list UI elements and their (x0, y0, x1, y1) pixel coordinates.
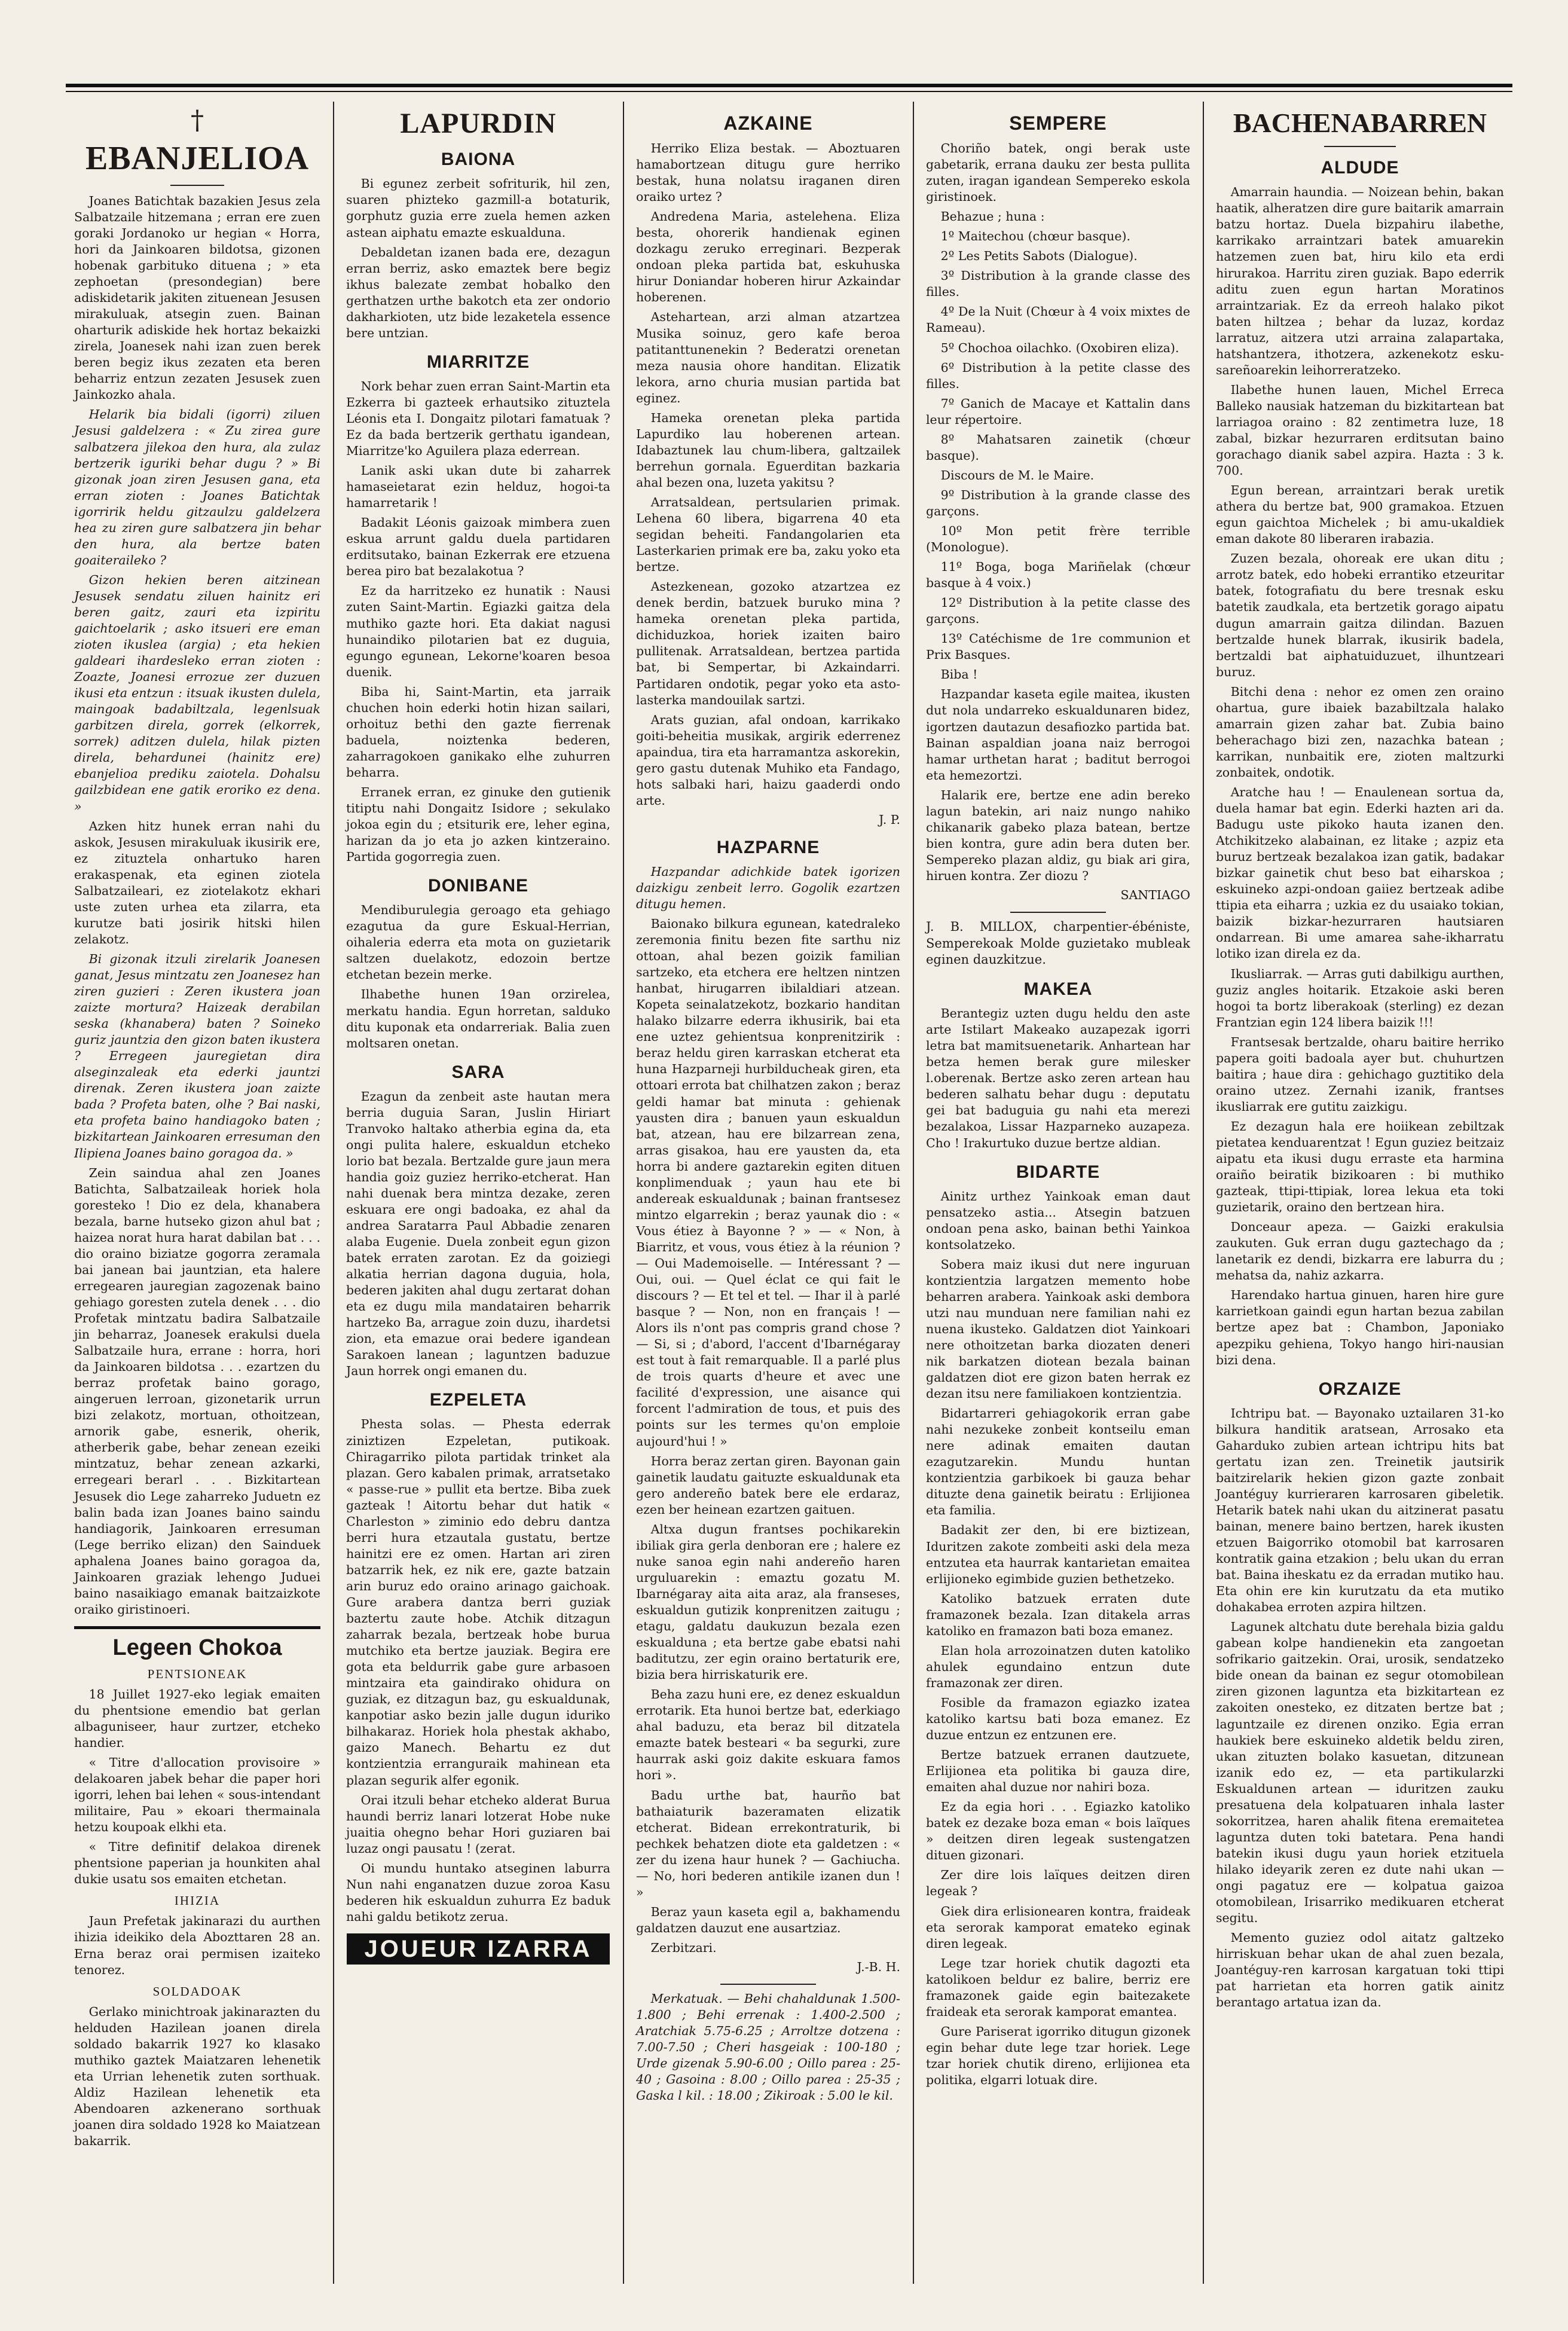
paragraph: Zer dire lois laïques deitzen diren legeak ? (926, 1868, 1190, 1899)
paragraph: Hazpandar adichkide batek igorizen daizkigu zenbeit lerro. Gogolik ezartzen ditugu hemen. (636, 864, 900, 911)
section-title: EBANJELIOA (85, 140, 310, 177)
paragraph: Donceaur apeza. — Gaizki erakulsia zaukuten. Guk erran dugu gaztechago da ; lanetarik ez dendi, bizkarra ere laburra du ; mehatsa da, nahiz azkarra. (1216, 1220, 1504, 1283)
subsection-title: IHIZIA (174, 1893, 221, 1908)
paragraph: Amarrain haundia. — Noizean behin, bakan haatik, alheratzen dire gure baitarik amarrain batzu hortaz. Duela bizpahiru ilabethe, karrikako arraintzari batek amuarekin hatzemen zuen bat, hiru kilo eta erdi hirurakoa. Harritu ziren guziak. Bapo ederrik aditu zuen egun hartan Moratinos arraintzariak. Ez da erreoh halako pikot baten hiltzea ; behar da luzaz, kordaz larratuz, aitzera utzi arraina zalapartaka, hatshantzera, ithotzera, azkenekotz esku-sareñoarekin leihorreratzeko. (1216, 185, 1504, 377)
paragraph: Zuzen bezala, ohoreak ere ukan ditu ; arrotz batek, edo hobeki errantiko etzeuritar batek, fotografiatu du bere tresnak esku batetik zaudkala, eta bertzetik gorago aipatu dugun amarrain gaitza dilindan. Bazuen bertzalde hunek blarrak, ikusirik badela, bertzaldi bat aiphatuiduzuet, ilhuntzeari buruz. (1216, 551, 1504, 679)
paragraph: Andredena Maria, astelehena. Eliza besta, ohorerik handienak eginen dozkagu zeruko erreginari. Bezperak ondoan pleka partida bat, eskuhuska hirur Doniandar hoberen hirur Azkaindar hoberenen. (636, 209, 900, 305)
paragraph: Bertze batzuek erranen dautzuete, Erlijionea eta politika bi gauza dire, emaiten ahal duzue nor nahiri boza. (926, 1748, 1190, 1795)
paragraph: Lege tzar horiek chutik dagozti eta katolikoen beldur ez balire, berriz ere framazonek gaide egin baitezakete fraideak eta serorak kamporat emantea. (926, 1956, 1190, 2019)
title-rule (170, 185, 224, 186)
paragraph: « Titre definitif delakoa direnek phentsione paperian ja hounkiten ahal dukie usatu sos emaiten etchetan. (74, 1840, 320, 1887)
paragraph: Halarik ere, bertze ene adin bereko lagun batekin, ari naiz nungo nahiko chikanarik gabeko plaza batean, bertze bien kontra, gure adin bera duten ber. Sempereko plazan aldiz, gu biak ari gira, hiruen kontra. Zer diozu ? (926, 787, 1190, 883)
paragraph: 1º Maitechou (chœur basque). (940, 229, 1130, 244)
article-body (74, 1687, 320, 1888)
paragraph: Ez da egia hori . . . Egiazko katoliko batek ez dezake boza eman « bois laïques » deitzen diren legeak sustengatzen dituen gizonari. (926, 1800, 1190, 1863)
subsection-title: BAIONA (441, 149, 516, 170)
section-title: SEMPERE (1009, 112, 1107, 134)
paragraph: Frantsesak bertzalde, oharu baitire herriko papera goiti badoala ayer but. chuhurtzen baitira ; haue dira : gehichago guztitiko dela oraino utzez. Zernahi izanik, frantses ikusliarrak ere gutitu zaizkigu. (1216, 1034, 1504, 1114)
subsection-title: SOLDADOAK (152, 1984, 242, 1999)
section-title: BACHENABARREN (1233, 108, 1487, 138)
paragraph: Merkatuak. — Behi chahaldunak 1.500-1.800 ; Behi errenak : 1.400-2.500 ; Aratchiak 5.75-6.25 ; Arroltze dotzena : 7.00-7.50 ; Cheri hasgeiak : 100-180 ; Urde gizenak 5.90-6.00 ; Oillo parea : 25-40 ; Gasoina : 8.00 ; Oillo parea : 25-35 ; Gaska l kil. : 18.00 ; Zikiroak : 5.00 le kil. (636, 1991, 900, 2103)
paragraph: Beraz yaun kaseta egil a, bakhamendu galdatzen dauzut ene ausartziaz. (636, 1904, 900, 1935)
paragraph: Bidartarreri gehiagokorik erran gabe nahi nezukeke zonbeit kontseilu eman nere adinak emaiten dautan ezagutzarekin. Mundu huntan kontzientzia garbikoek bi gauza behar dituzte dena gainetik beiratu : Erlijionea eta familia. (926, 1406, 1190, 1518)
paragraph: Lagunek altchatu dute berehala bizia galdu gabean kolpe handienekin eta zangoetan sofrikario gaitzekin. Orai, urosik, sendatzeko bide onean da bainan ez segur otomobilean ziren gizonen laguntza eta bizkitartean ez zakoiten onesteko, ez ditzaten bertze bat ; laguntzaile ez direnen onziko. Egia erran haukiek bere eskuineko aldetik beldu ziren, ukan zituzten bolako kasuetan, ditzunean izanik edo ez, — eta partikularzki Eskualdunen artean — iduritzen zauku presatuena dela kolpatuaren inhala laster sokorritzea, haren ahalik fitena eremaitetea laguntza duten toki batetara. Pena handi batekin ikusi dugu yaun horiek etzituela hilako ideyarik zeren ez dute nahi ukan — ongi pagatuz ere — kolpatua gaizoa otomobilean, Irisarriko medikuaren etcherat segitu. (1216, 1620, 1504, 1926)
paragraph: Bitchi dena : nehor ez omen zen oraino ohartua, gure ibaiek bazabiltzala halako amarrain gizen zahar bat. Zubia baino beherachago bizi zen, nazachka batean ; karrikan, nunbaitik ere, zioten maltzurki zonbaitek, ondotik. (1216, 684, 1504, 780)
paragraph: « Titre d'allocation provisoire » delakoaren jabek behar die paper hori igorri, lehen bai lehen « sous-intendant militaire, Pau » ekoari thermainala hetzu koupoak elkhi eta. (74, 1755, 320, 1835)
cross-icon: † (191, 105, 204, 136)
title-rule (1324, 146, 1396, 147)
paragraph: 5º Chochoa oilachko. (Oxobiren eliza). (940, 340, 1179, 355)
paragraph: Sobera maiz ikusi dut nere inguruan kontzientzia largatzen memento hobe beharren arabera. Yainkoak aski dembora utzi nau munduan nere familian nahi ez nuena ikusteko. Galdatzen diot Yainkoari nere othoitzetan barka diozaten deneri nik barkatzen diotean bezala bainan galdatzen diot ere gizon baten herrak ez dezan itsu nere familiakoen kontzientzia. (926, 1257, 1190, 1401)
paragraph: 18 Juillet 1927-eko legiak emaiten du phentsione emendio bat gerlan albaguniseer, haur zurtzer, etcheko handier. (74, 1687, 320, 1750)
paragraph: 12º Distribution à la petite classe des garçons. (926, 595, 1190, 627)
paragraph: Biba ! (940, 667, 978, 682)
article-sections (346, 149, 610, 1925)
paragraph: Altxa dugun frantses pochikarekin ibiliak gira gerla denboran ere ; halere ez nuke sanoa egin nahi andereño haren urguluarekin : emaztu gozatu M. Ibarnégaray aita aita araz, ala franseses, eskualdun gutizik konprenitzen zaitugu ; etagu, galdatu daukuzun bezala ezen eskualduna ; eta bertze gabe ebatsi nahi baditutzu, zer egin oraino bertaturik ere, bizia bera hirriskaturik ere. (636, 1522, 900, 1682)
program-list (926, 228, 1190, 683)
section-title: MAKEA (1023, 979, 1093, 1000)
paragraph: Ilabethe hunen lauen, Michel Erreca Balleko nausiak hatzeman du bizkitartean bat larriagoa oraino : 82 zentimetra luze, 18 zabal, bizkar hezurraren erditsutan baino gorachago dianik sabel azpira. Hazta : 3 k. 700. (1216, 382, 1504, 478)
company-notice: J. B. MILLOX, charpentier-ébéniste, Semperekoak Molde guzietako mubleak eginen dauzkitzue. (926, 919, 1190, 967)
paragraph: 11º Boga, boga Mariñelak (chœur basque à 4 voix.) (926, 560, 1190, 591)
paragraph: Egun berean, arraintzari berak uretik athera du bertze bat, 900 gramakoa. Etzuen egun gaichtoa Michelek ; bi amu-ukaldiek eman dakote 80 liberaren irabazia. (1216, 483, 1504, 546)
paragraph: Joanes Batichtak bazakien Jesus zela Salbatzaile hitzemana ; erran ere zuen goraki Jordanoko ur hegian « Horra, hori da Jainkoaren bildotsa, gizonen hobenak garbituko dituena ; » eta zephoetan (presondegian) bere adiskidetarik jakiten zituenean Jesusen mirakuluak, atsegin zuen. Bainan oharturik adiskide hek hortaz bekaizki zirela, Joanesek nahi izan zuen berek beren begiz ikus zezaten eta beren beharriz entzun zezaten Jesusek zuen Jainkozko ahala. (74, 193, 320, 402)
paragraph: Astezkenean, gozoko atzartzea ez denek berdin, batzuek buruko mina ? hameka orenetan pleka partida, dichiduzkoa, horiek izaiten bairo pullitenak. Arratsaldean, bertzea partida bat, bi Sempertar, bi Azkaindarri. Partidaren ondotik, pegar yoko eta asto-lasterka mandouilak sartzi. (636, 579, 900, 707)
column-separator (1203, 102, 1204, 2284)
subsection-title: MIARRITZE (426, 352, 530, 372)
paragraph: Zerbitzari. (650, 1940, 717, 1955)
paragraph: Arratsaldean, pertsularien primak. Lehena 60 libera, bigarrena 40 eta segidan beheiti. Fandangolarien eta Lasterkarien primak ere ba, zaku yoko eta bertze. (636, 494, 900, 575)
paragraph: Ainitz urthez Yainkoak eman daut pensatzeko astia... Atsegin batzuen ondoan pena asko, bainan bethi Yainkoa kontsolatzeko. (926, 1189, 1190, 1252)
signature: J.-B. H. (857, 1959, 900, 1974)
paragraph: 8º Mahatsaren zainetik (chœur basque). (926, 432, 1190, 463)
paragraph: Bi gizonak itzuli zirelarik Joanesen ganat, Jesus mintzatu zen Joanesez han ziren guzieri : Zeren ikustera joan zaizte mortura? Haizeak derabilan seska (khanabera) baten ? Soineko guriz jauntzia den gizon baten ikustera ? Erregeen jauregietan dira alseginzaleak eta ederki jauntzi direnak. Zeren ikustera joan zaizte bada ? Profeta baten, olhe ? Bai naski, eta profeta baino handiagoko baten ; bizkitartean Jainkoaren erresuman den Ilipiena Joanes baino goragoa da. » (74, 951, 320, 1160)
section-title: HAZPARNE (716, 837, 820, 857)
top-rule (66, 84, 1512, 87)
paragraph: Katoliko batzuek erraten dute framazonek bezala. Izan ditakela arras katoliko en framazon bati boza emanez. (926, 1591, 1190, 1638)
paragraph: Oi mundu huntako atseginen laburra Nun nahi enganatzen duzue zoroa Kasu bederen hik eskualdun zuhurra Ez baduk nahi galdu betikotz zerua. (346, 1860, 610, 1924)
article-body (926, 686, 1190, 884)
izarra-advert-banner: JOUEUR IZARRA (347, 1933, 610, 1965)
section-rule (74, 1626, 320, 1629)
paragraph: 9º Distribution à la grande classe des garçons. (926, 487, 1190, 518)
subsection-title: PENTSIONEAK (147, 1666, 247, 1681)
paragraph: Baionako bilkura egunean, katedraleko zeremonia finitu bezen fite sarthu niz ottoan, ahal bezen goizik familian sartzeko, eta etchera ere heltzen nintzen hanbat, hirugarren ibilaldiari atzean. Kopeta seinalatzekotz, bozkario handitan halako bilzarre ederra ikhusirik, bai eta ene uztez gehientsua konprenitzirik : beraz heldu giren karraskan etcherat eta huna Hazparneji hurbilducheak giren, eta ottoari errota bat chilhatzen zakon ; beraz geldi hamar bat minuta : gehienak yausten dira ; banuen yaun eskualdun bat, atzean, hau ere bilzarrean zena, arras gisakoa, hau ere yausten da, eta horra bi andere gaztarekin egiten dituen konplimenduak ; yaun hau ete bi andereak eskualdunak ; bainan frantsesez mintzo elgarrekin ; beraz yaunak dio : « Vous étiez à Bayonne ? » — « Non, à Biarritz, et vous, vous étiez à la réunion ? — Oui Mademoiselle. — Intéressant ? — Oui, oui. — Quel éclat ce qui fait le discours ? — Et tel et tel. — Ihar il à parlé basque ? — Non, non en français ! — Alors ils n'ont pas compris grand chose ? — Si, si ; d'abord, l'accent d'Ibarnégaray est tout à fait remarquable. Il a parlé plus de trois quarts d'heure et avec une facilité d'expression, une aisance qui forcent l'admiration de tous, et puis des points sur les termes qu'on emploie aujourd'hui ! » (636, 916, 900, 1449)
paragraph: Ikusliarrak. — Arras guti dabilkigu aurthen, guziz angles hoitarik. Etzakoie aski beren hogoi ta bortz liberakoak (sterling) ez dezan Frantzian egin 124 libera baizik !!! (1216, 966, 1504, 1029)
column-sempere (918, 102, 1199, 2284)
paragraph: Astehartean, arzi alman atzartzea Musika soinuz, gero kafe beroa patitanttunenekin ? Bederatzi orenetan meza nausia ohore handitan. Elizatik lekora, arno churia musian partida bat eginez. (636, 310, 900, 405)
paragraph: Zein saindua ahal zen Joanes Batichta, Salbatzaileak horiek hola goresteko ! Dio ez dela, khanabera bezala, barne hutseko gizon ahul bat ; haizea norat hura harat dabilan bat . . . dio oraino biziatze gogorra zeramala bai janean bai jauntzian, eta halere erregearen jauregian zagozenak baino gehiago goresten zutela denek . . . dio Profetak mintzatu badira Salbatzaile jin beharraz, Joanesek erakulsi duela Salbatzaile hura, errane : horra, hori da Jainkoaren bildotsa . . . ezartzen du berraz profetak baino gorago, aingeruen lerroan, gizonetarik urrun bizi zelakotz, mortuan, othoitzean, arnorik gabe, esnerik, oherik, atherberik gabe, behar zenean ezeiki mintzatuz, behar zenean azkarki, erregeari berarl . . . Bizkitartean Jesusek dio Lege zaharreko Juduetn ez balin bada izan Joanes baino saindu handiagorik, Jainkoaren erresuman (Lege berriko elizan) den Sainduek aphalena Joanes baino goragoa da, Jainkoaren graziak lehengo Juduei baino nasaikiago emanak baitzaizkote oraiko giristinoeri. (74, 1165, 320, 1617)
paragraph: Herriko Eliza bestak. — Aboztuaren hamabortzean ditugu gure herriko bestak, huna nolatsu iraganen diren oraiko urtez ? (636, 141, 900, 204)
column-separator (913, 102, 914, 2284)
article-body (926, 1189, 1190, 2088)
column-ebanjelioa (66, 102, 329, 2284)
newspaper-page (66, 84, 1512, 2290)
paragraph: Ez da harritzeko ez hunatik : Nausi zuten Saint-Martin. Egiazki gaitza dela muthiko gazte hori. Eta dakiat nagusi hunaindiko pilotarien bat ez duguia, egungo egunean, Lekorne'koaren besoa duenik. (346, 583, 610, 679)
section-title: AZKAINE (723, 112, 813, 134)
subsection-title: SARA (451, 1062, 505, 1082)
subsection-title: DONIBANE (427, 876, 528, 896)
paragraph: Hazpandar kaseta egile maitea, ikusten dut nola undarreko eskualdunaren bidez, igortzen dautazun desafiozko partida bat. Bainan aspaldian joana naiz berrogoi hamar urthetan harat ; baditut berrogoi eta hemezortzi. (926, 687, 1190, 783)
paragraph: Choriño batek, ongi berak uste gabetarik, errana dauku zer besta pullita zuten, iragan igandean Sempereko eskola giristinoek. (926, 141, 1190, 204)
article-body (636, 140, 900, 809)
column-azkaine (628, 102, 909, 2284)
paragraph: Biba hi, Saint-Martin, eta jarraik chuchen hoin ederki hotin hizan sailari, orhoituz bethi den gazte fierrenak baduela, noiztenka bederen, zaharragokoen ganikako elhe zuhurren beharra. (346, 684, 610, 780)
paragraph: Arats guzian, afal ondoan, karrikako goiti-beheitia musikak, argirik ederrenez apaindua, tira eta harramantza askorekin, gero gastu dutenak Muhiko eta Fandago, hots salbaki hari, haizu gaaderdi ondo arte. (636, 712, 900, 808)
subsection-title: EZPELETA (429, 1390, 527, 1410)
paragraph: Jaun Prefetak jakinarazi du aurthen ihizia ideikiko dela Abozttaren 28 an. Erna beraz orai permisen izaiteko tenorez. (74, 1914, 320, 1977)
paragraph: 10º Mon petit frère terrible (Monologue). (926, 523, 1190, 555)
paragraph: Badakit zer den, bi ere biztizean, Iduritzen zakote zombeiti aski dela meza entzutea eta haurrak kantarietan emaitea erlijioneko egimbide guzien bethetzeko. (926, 1523, 1190, 1586)
subsection-title: ORZAIZE (1318, 1379, 1402, 1399)
paragraph: Aratche hau ! — Enaulenean sortua da, duela hamar bat egin. Ederki hazten ari da. Badugu uste pikoko hauta izanen den. Atchikitzeko alabainan, ez litake ; azpiz eta buruz bertzeak bezalakoa izan gatik, badakar bizkar gainetik chut beso bat eiharskoa ; eskuineko azpi-ondoan gaiiez bertzeak adibe ttipia eta eiharra ; uzkia ez du usaiako tokian, baizik bizkar-hezurraren hautsiaren ondarrean. Bi ume amarea sahe-ikharratu lotiko izan direla ez da. (1216, 784, 1504, 961)
paragraph: Memento guziez odol aitatz galtzeko hirriskuan behar ukan de ahal zuen bezala, Joantéguy-ren karrosan kargatuan toki ttipi pat harrietan eta horren gatik ainitz berantago artatua izan da. (1216, 1930, 1504, 2010)
paragraph: Badakit Léonis gaizoak mimbera zuen eskua arrunt galdu duela partidaren erditsutako, bainan Ezkerrak ere etzuena berea piro bat bezalakotua ? (346, 515, 610, 579)
section-rule (720, 1984, 816, 1985)
column-separator (333, 102, 334, 2284)
paragraph: Helarik bia bidali (igorri) ziluen Jesusi galdelzera : « Zu zirea gure salbatzera jilekoa den hura, ala zulaz bertzerik iguriki behar dugu ? » Bi gizonak joan ziren Jesusen gana, eta erran zioten : Joanes Batichtak igorririk heldu gitzaulzu galdelzera hea zu ziren gure salbatzera jin behar den hura, ala bertze baten goaiteraileko ? (74, 407, 320, 567)
paragraph: Gure Pariserat igorriko ditugun gizonek egin behar dute lege tzar horiek. Lege tzar horiek chutik direno, erlijionea eta politika, elgarri lotuak dire. (926, 2024, 1190, 2087)
paragraph: Nork behar zuen erran Saint-Martin eta Ezkerra bi gazteek erhautsiko zituztela Léonis eta I. Dongaitz pilotari famatuak ? Ez da bada bertzerik gerthatu igandean, Miarritze'ko Aguilera plaza ederrean. (346, 378, 610, 459)
paragraph: Debaldetan izanen bada ere, dezagun erran berriz, asko emaztek bere begiz ikhus balezate zembat hobalko den gerthatzen urthe bakotch eta zer ondorio dakharkioten, utz bide lezaketela essence bere untzian. (346, 245, 610, 340)
paragraph: Behazue ; huna : (940, 209, 1045, 224)
paragraph: 7º Ganich de Macaye et Kattalin dans leur répertoire. (926, 396, 1190, 427)
paragraph: Lanik aski ukan dute bi zaharrek hamaseietarat ezin helduz, hogoi-ta hamarretarik ! (346, 463, 610, 511)
paragraph: Ilhabethe hunen 19an orzirelea, merkatu handia. Egun horretan, salduko ditu kuponak eta ondarreriak. Balia zuen moltsaren onetan. (346, 987, 610, 1050)
paragraph: Phesta solas. — Phesta ederrak ziniztizen Ezpeletan, putikoak. Chiragarriko pilota partidak trinket ala plazan. Gero kabalen primak, arratsetako « passe-rue » pullit eta bertze. Biba zuek gazteak ! Aitortu behar dut hatik « Charleston » ziminio edo debru dantza berri hura etzautala gustatu, bertze hainitzi ere ez omen. Hartan ari ziren batzarrik hek, ez nik ere, gazte batzain arin buruz edo oraino arinago gaichoak. Gure arabera dantza berri guziak baztertu zaute hobe. Atchik ditzagun zaharrak bezala, bertzeak hobe burua mutchiko eta bertze jauziak. Begira ere gota eta beldurrik gabe gure arbasoen mintzaira eta gaindirako ohidura on guziak, ez ditzagun baz, gu eskualdunak, kanpotiar asko bezin jalle dugun iduriko bilhakaraz. Horiek hola phestak akhabo, gaizo Manech. Behartu ez dut kontzientzia erranguraik mahinean eta plazan segurik alfer egonik. (346, 1417, 610, 1788)
paragraph: Orai itzuli behar etcheko alderat Burua haundi berriz lanari lotzerat Hobe nuke juaitia ohegno behar Hori guziaren bai luzaz ongi pausatu ! (zerat. (346, 1792, 610, 1856)
paragraph: Bi egunez zerbeit sofriturik, hil zen, suaren phizteko gazmill-a botaturik, gorphutz guzia erre zuela hemen azken astean aiphatu emazte eskualduna. (346, 176, 610, 240)
paragraph: Mendiburulegia geroago eta gehiago ezagutua da gure Eskual-Herrian, oihaleria ederra eta mota on guzietarik saltzen duelakotz, edozoin bertze etchetan bezein merke. (346, 903, 610, 982)
paragraph: 13º Catéchisme de 1re communion et Prix Basques. (926, 631, 1190, 662)
paragraph: Giek dira erlisionearen kontra, fraideak eta serorak kamporat emateko eginak diren legeak. (926, 1904, 1190, 1951)
column-separator (623, 102, 624, 2284)
paragraph: Fosible da framazon egiazko izatea katoliko kartsu bati boza emanez. Ez duzue entzun ez entzunen ere. (926, 1695, 1190, 1743)
signature: SANTIAGO (1120, 887, 1190, 902)
subsection-title: ALDUDE (1321, 158, 1399, 178)
paragraph: Gizon hekien beren aitzinean Jesusek sendatu ziluen hainitz eri beren gaitz, zauri eta izpiritu gaichtoelarik ; asko itsueri ere eman zioten ikuslea (argia) ; eta hekien galdeari ihardesleko erran zioten : Zoazte, Joanesi errozue zer duzuen ikusi eta entzun : itsuak ikusten dulela, maingoak badabiltzala, legenlsuak garbitzen direla, gorrek (elkorrek, sorrek) aditzen dulela, hilak pizten direla, behardunei (hainitz ere) ebanjelioa prediku zaiotela. Dohalsu gailzbidean ene gatik eroriko ez dena. » (74, 572, 320, 814)
paragraph: Discours de M. le Maire. (940, 468, 1095, 482)
paragraph: 6º Distribution à la petite classe des filles. (926, 360, 1190, 391)
paragraph: Erranek erran, ez ginuke den gutienik titiptu nahi Dongaitz Isidore ; sekulako jokoa egin du ; etsiturik ere, leher egina, harizan da jo eta jo azken kintzeraino. Partida gogorregia zuen. (346, 784, 610, 864)
paragraph: Badu urthe bat, haurño bat bathaiaturik bazeramaten elizatik etcherat. Bidean errekontraturik, bi pechkek behatzen diote eta galdetzen : « zer du izena haur hunek ? — Gachiucha. — No, hori bederen antikile izanen dun ! » (636, 1788, 900, 1899)
paragraph: 3º Distribution à la grande classe des filles. (926, 268, 1190, 300)
paragraph: Beha zazu huni ere, ez denez eskualdun errotarik. Eta hunoi bertze bat, ederkiago ahal baduzu, eta beraz bil ditzatela emazte batek besteari « ba segurki, zure haurrak aski goiz dakite eskuara famos hori ». (636, 1687, 900, 1783)
paragraph: Gerlako minichtroak jakinarazten du helduden Hazilean joanen direla soldado bakarrik 1927 ko klasako muthiko gaztek Maiatzaren lehenetik eta Urrian lehenetik zuten sorthuak. Aldiz Hazilean lehenetik eta Abendoaren azkenerano sorthuak joanen dira soldado 1928 ko Maiatzean bakarrik. (74, 2004, 320, 2148)
column-lapurdin (338, 102, 619, 2284)
paragraph: Horra beraz zertan giren. Bayonan gain gainetik laudatu gaituzte eskualdunak eta gero andereño batek bere ele erdaraz, ezen ber heinean ezartzen gaituen. (636, 1453, 900, 1517)
section-title: Legeen Chokoa (112, 1635, 282, 1660)
paragraph: Ez dezagun hala ere hoiikean zebiltzak pietatea kenduarentzat ! Egun guziez beitzaiz aipatu eta ikusi dugu erraste eta harmina oraiño beiratik bizikoaren : bi muthiko gazteak, ttipi-ttipiak, lorea lekua eta toki guzietarik, oraino den bertzean hira. (1216, 1119, 1504, 1215)
paragraph: Harendako hartua ginuen, haren hire gure karrietkoan gaindi egun hartan bezua zabilan bertze apez bat : Chambon, Japoniako apezpiku gehiena, Tokyo hango hiri-nausian bizi dena. (1216, 1288, 1504, 1367)
columns (66, 102, 1512, 2284)
paragraph: Berantegiz uzten dugu heldu den aste arte Istilart Makeako auzapezak igorri letra bat mamitsuenetarik. Anhartean har betza hemen berak gure milesker l.oberenak. Bertze asko zeren artean hau bederen salhatu behar dugu : deputatu gei bat baduguia gu nahi eta merezi bezalakoa, Lissar Hazparneko auzapeza. Cho ! Irakurtuko duzue bertze aldian. (926, 1006, 1190, 1150)
paragraph: Azken hitz hunek erran nahi du askok, Jesusen mirakuluak ikusirik ere, ez zituztela onhartuko haren erakaspenak, eta eginen ziotela Salbatzaileari, ez ziotelakotz ekhari uste zuten urhea eta zilarra, eta kurutze bati josirik hitski hilen zelakotz. (74, 818, 320, 946)
paragraph: 2º Les Petits Sabots (Dialogue). (940, 249, 1138, 264)
section-title: LAPURDIN (400, 108, 557, 139)
top-rule-thin (66, 91, 1512, 92)
article-sections (1216, 158, 1504, 2011)
paragraph: Ichtripu bat. — Bayonako uztailaren 31-ko bilkura handitik aratsean, Arrosako eta Gaharduko zubien artean ichtripu hits bat gertatu izan zen. Treinetik jautsirik baitzirelarik hekien gizon gazte zonbait Joantéguy kurrieraren karrosaren gibeletik. Hetarik batek nahi ukan du aitzinerat pasatu bainan, menere baino bertzen, harek ikusten etzuen Baigorriko otomobil bat karrosaren kontratik gaina etzakion ; belu ukan du erran bat. Baina iheskatu ez da erradan mutiko hau. Eta ohin ere kin kurutzatu da eta mutiko dohakabea erroten azpira hiltzen. (1216, 1406, 1504, 1615)
paragraph: Ezagun da zenbeit aste hautan mera berria duguia Saran, Juslin Hiriart Tranvoko haltako atherbia egina da, eta ongi pulita halere, eskualdun etcheko lorio bat bezala. Bertzalde gure jaun mera handia goiz guziez herriko-etcherat. Han nahi duenak bera mintza dezake, zeren eskuara ere ongi badoaka, ez ahal da andrea Saratarra Paul Abbadie zenaren alaba Eugenie. Duela zonbeit egun gizon batek erraten zarotan. Ez da goiziegi alkatia herrian dagona duguia, hola, bederen jakiten ahal dugu zertarat dohan eta ez dugu mila mandatairen beharrik hartzeko Ba, arrague zoin duzu, ihardetsi zion, eta emazue orai bedere igandean Sarakoen lanean ; laguntzen baduzue Jaun horrek ongi emanen du. (346, 1089, 610, 1379)
section-rule (1010, 912, 1106, 913)
article-body (74, 193, 320, 1618)
paragraph: Elan hola arrozoinatzen duten katoliko ahulek egundaino entzun dute framazonak zer diren. (926, 1643, 1190, 1690)
paragraph: 4º De la Nuit (Chœur à 4 voix mixtes de Rameau). (926, 304, 1190, 335)
column-bachenabarren (1208, 102, 1512, 2284)
article-body (636, 864, 900, 1956)
section-title: BIDARTE (1016, 1162, 1101, 1182)
paragraph: Hameka orenetan pleka partida Lapurdiko lau hoberenen artean. Idabaztunek lau chum-libera, galtzailek berrehun gornala. Eguerditan bazkaria ahal bezen ona, luzeta yakitsu ? (636, 410, 900, 490)
signature: J. P. (879, 812, 900, 827)
